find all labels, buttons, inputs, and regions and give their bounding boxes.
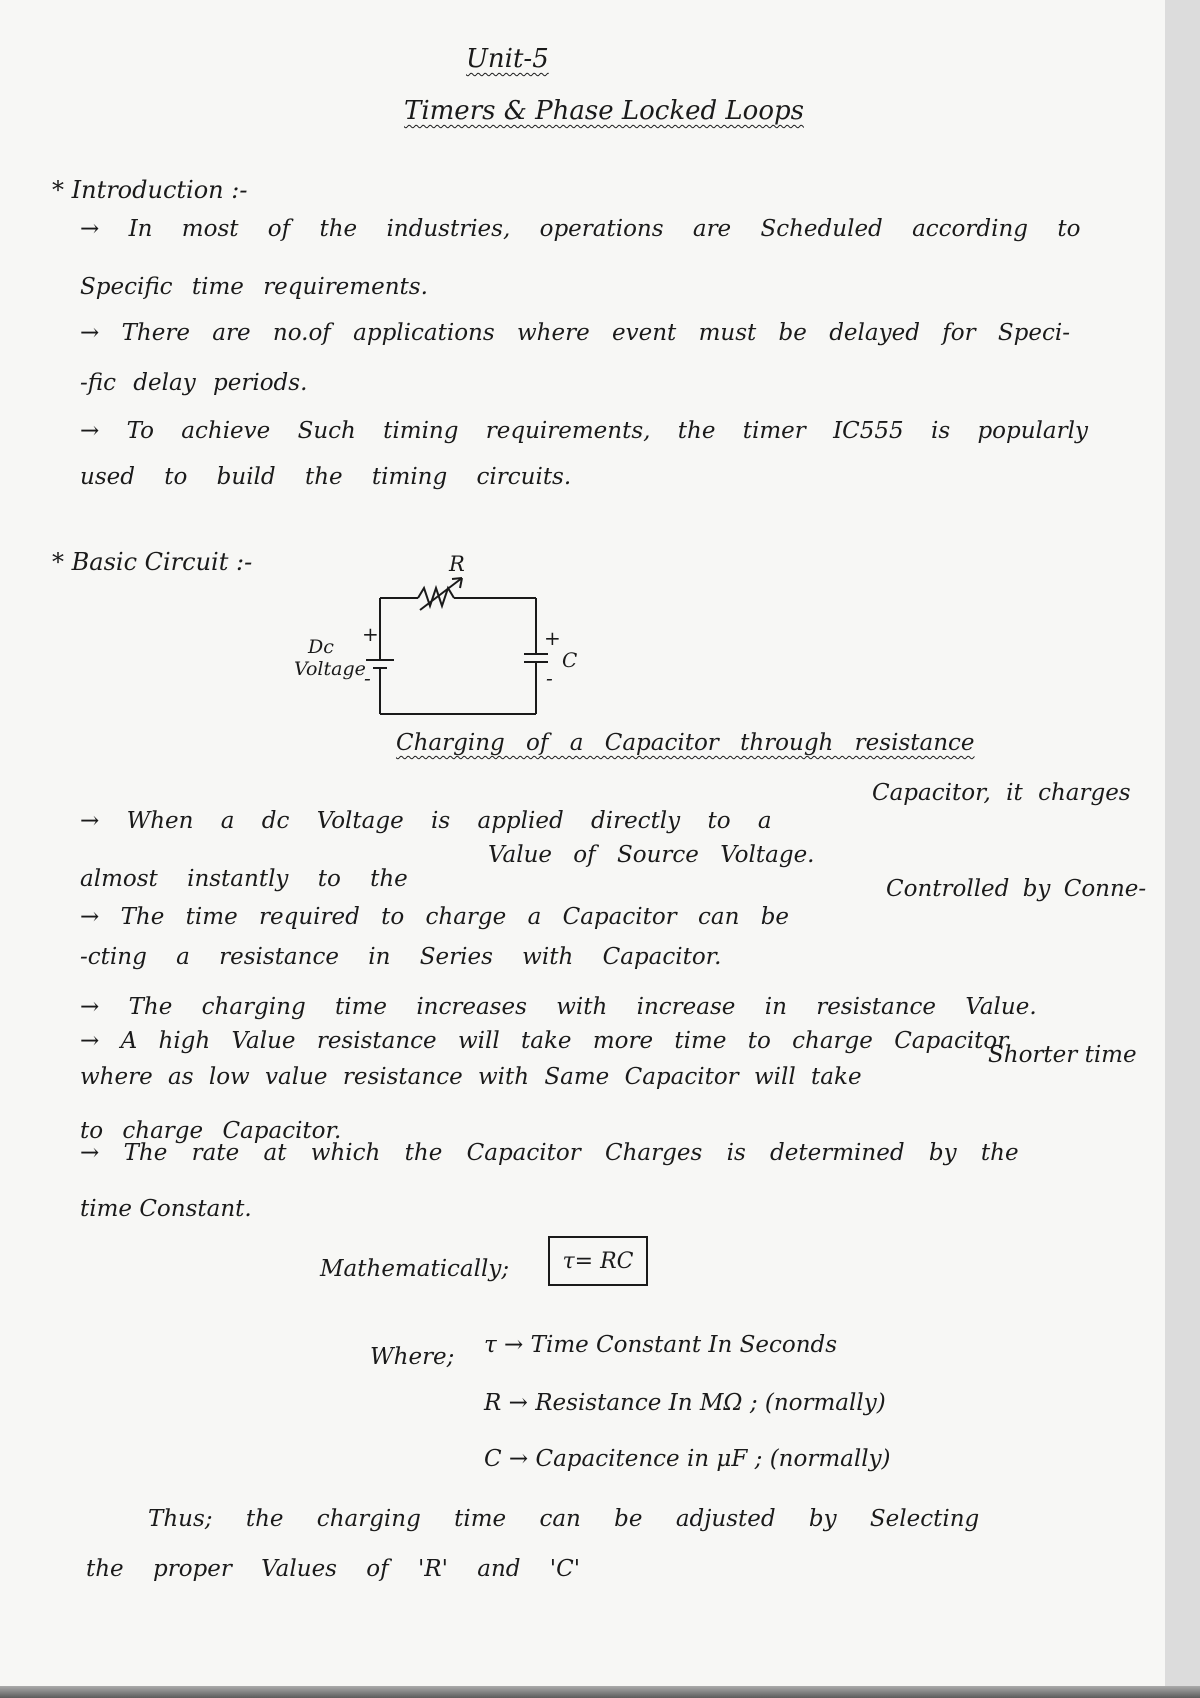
page-edge-right [1165, 0, 1200, 1698]
body-line: to charge Capacitor. [80, 1118, 342, 1144]
battery-minus-sign: - [364, 666, 371, 690]
intro-line: Specific time requirements. [80, 274, 428, 300]
capacitor-minus-sign: - [546, 666, 553, 690]
definition-c: C → Capacitence in μF ; (normally) [484, 1446, 891, 1472]
resistor-label: R [449, 552, 465, 576]
intro-line: → To achieve Such timing requirements, the timer IC555 is popularly [80, 418, 1088, 444]
intro-line: used to build the timing circuits. [80, 464, 572, 490]
body-line: almost instantly to the [80, 866, 408, 892]
intro-heading: * Introduction :- [52, 176, 248, 204]
dc-voltage-label-line2: Voltage [294, 658, 366, 680]
body-line: Value of Source Voltage. [488, 842, 815, 868]
dc-voltage-label-line1: Dc [308, 636, 334, 658]
unit-title: Unit-5 [466, 44, 549, 74]
page-edge-bottom [0, 1686, 1200, 1698]
body-line: → When a dc Voltage is applied directly to a [80, 808, 772, 834]
battery-plus-sign: + [362, 622, 379, 646]
definition-r: R → Resistance In MΩ ; (normally) [484, 1390, 886, 1416]
intro-line: → In most of the industries, operations are Scheduled according to [80, 216, 1081, 242]
conclusion-line: Thus; the charging time can be adjusted by Selecting [148, 1506, 980, 1532]
mathematically-label: Mathematically; [320, 1256, 510, 1282]
topic-title: Timers & Phase Locked Loops [404, 96, 804, 126]
where-label: Where; [370, 1344, 455, 1370]
intro-line: → There are no.of applications where event must be delayed for Speci- [80, 320, 1071, 346]
body-line: Controlled by Conne- [886, 876, 1147, 902]
capacitor-plus-sign: + [544, 626, 561, 650]
body-line: time Constant. [80, 1196, 252, 1222]
body-line: -cting a resistance in Series with Capacitor. [80, 944, 722, 970]
basic-circuit-heading: * Basic Circuit :- [52, 548, 253, 576]
conclusion-line: the proper Values of 'R' and 'C' [86, 1556, 581, 1582]
capacitor-label: C [562, 648, 578, 672]
intro-line: -fic delay periods. [80, 370, 308, 396]
time-constant-formula-box: τ= RC [548, 1236, 648, 1286]
circuit-caption: Charging of a Capacitor through resistance [396, 730, 975, 756]
body-line: → The charging time increases with increase in resistance Value. [80, 994, 1037, 1020]
body-line: where as low value resistance with Same Capacitor will take [80, 1064, 862, 1090]
body-line: Shorter time [988, 1042, 1137, 1068]
body-line: → The time required to charge a Capacitor can be [80, 904, 790, 930]
body-line: → The rate at which the Capacitor Charges is determined by the [80, 1140, 1019, 1166]
body-line: → A high Value resistance will take more time to charge Capacitor [80, 1028, 1009, 1054]
definition-tau: τ → Time Constant In Seconds [484, 1332, 838, 1358]
body-line: Capacitor, it charges [872, 780, 1131, 806]
